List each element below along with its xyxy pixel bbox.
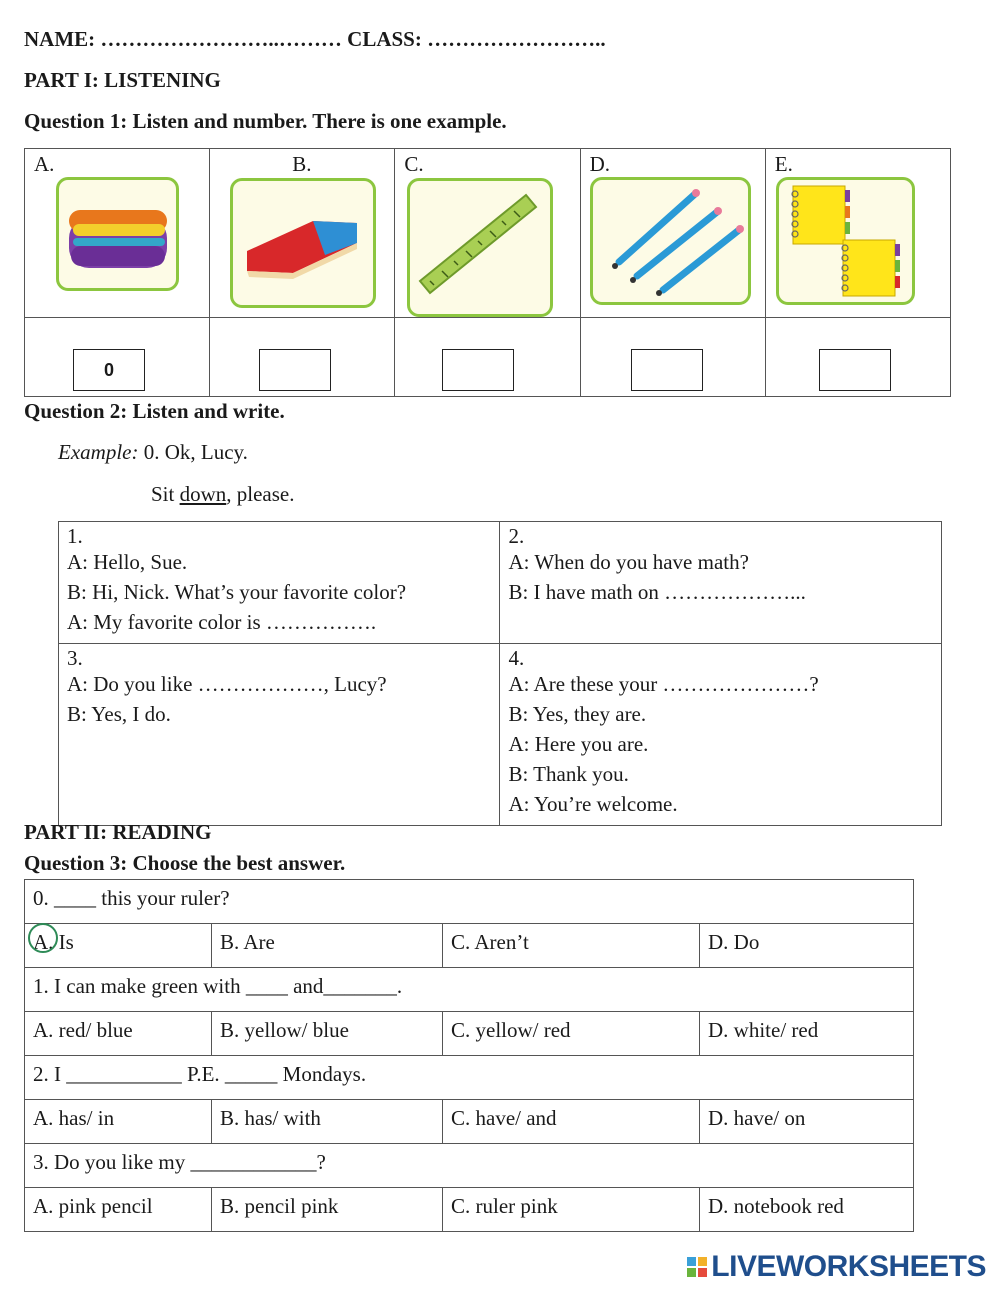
class-field[interactable]: CLASS: …………………….. — [347, 27, 606, 51]
ruler-icon — [410, 181, 550, 314]
answer-box-d[interactable] — [631, 349, 703, 391]
q1-answer-cell-c — [395, 318, 580, 397]
q3-option[interactable]: D. white/ red — [700, 1012, 914, 1056]
name-field[interactable]: NAME: ……………………..……… — [24, 27, 342, 51]
q1-cell-b — [210, 149, 395, 318]
q3-option[interactable]: C. ruler pink — [443, 1188, 700, 1232]
dialogue-line-blank[interactable]: A: Do you like ………………, Lucy? — [67, 672, 387, 696]
dialogue-line: B: Hi, Nick. What’s your favorite color? — [67, 580, 407, 604]
example-text2-post: , please. — [226, 482, 295, 506]
dialogue-cell-1 — [59, 522, 500, 644]
dialogue-line-blank[interactable]: A: My favorite color is ……………. — [67, 610, 377, 634]
q3-question-1: 1. I can make green with ____ and_______. — [25, 968, 914, 1012]
dialogue-line: A: Hello, Sue. — [67, 550, 188, 574]
q3-question-0: 0. ____ this your ruler? — [25, 880, 914, 924]
answer-box-b[interactable] — [259, 349, 331, 391]
dialogue-cell-4 — [500, 644, 942, 826]
q3-option[interactable]: C. Aren’t — [443, 924, 700, 968]
dialogue-cell-3 — [59, 644, 500, 826]
dialogue-line: B: Yes, I do. — [67, 702, 171, 726]
q3-option[interactable]: C. yellow/ red — [443, 1012, 700, 1056]
dialogue-line: A: Here you are. — [508, 732, 649, 756]
q1-answer-cell-d — [580, 318, 765, 397]
q1-letter-b: B. — [292, 152, 312, 176]
dialogue-number: 3. — [67, 646, 83, 670]
dialogue-line: B: Yes, they are. — [508, 702, 647, 726]
dialogue-line: A: When do you have math? — [508, 550, 749, 574]
eraser-icon — [233, 181, 373, 305]
q1-cell-c — [395, 149, 580, 318]
dialogue-number: 2. — [508, 524, 525, 548]
q3-option[interactable]: D. have/ on — [700, 1100, 914, 1144]
q1-letter-c: C. — [404, 152, 424, 176]
dialogue-cell-2 — [500, 522, 942, 644]
q1-answer-cell-a — [25, 318, 210, 397]
q3-option[interactable]: A. pink pencil — [25, 1188, 212, 1232]
q3-title: Question 3: Choose the best answer. — [24, 851, 346, 875]
q1-title: Question 1: Listen and number. There is one example. — [24, 109, 507, 133]
q1-cell-a — [25, 149, 210, 318]
dialogue-number: 4. — [508, 646, 525, 670]
q2-title: Question 2: Listen and write. — [24, 399, 285, 423]
q1-letter-e: E. — [774, 152, 793, 176]
pencils-icon — [593, 180, 748, 302]
q1-picture-table — [24, 148, 951, 397]
q3-choice-table — [24, 879, 914, 1232]
q3-option[interactable]: A. Is — [25, 924, 212, 968]
q3-option[interactable]: A. has/ in — [25, 1100, 212, 1144]
q3-option[interactable]: B. yellow/ blue — [212, 1012, 443, 1056]
q3-option[interactable]: B. pencil pink — [212, 1188, 443, 1232]
dialogue-number: 1. — [67, 524, 83, 548]
q3-question-2: 2. I ___________ P.E. _____ Mondays. — [25, 1056, 914, 1100]
q3-question-3: 3. Do you like my ____________? — [25, 1144, 914, 1188]
notebooks-picture — [776, 177, 915, 305]
name-class-line — [24, 27, 606, 52]
logo-text: LIVEWORKSHEETS — [711, 1250, 986, 1283]
q3-option[interactable]: A. red/ blue — [25, 1012, 212, 1056]
q2-example-line2 — [151, 482, 295, 507]
liveworksheets-logo — [687, 1250, 986, 1284]
q1-letter-a: A. — [34, 152, 55, 176]
q1-answer-cell-e — [765, 318, 950, 397]
dialogue-line-blank[interactable]: B: I have math on ………………... — [508, 580, 806, 604]
part2-heading: PART II: READING — [24, 820, 212, 844]
pencil-case-icon — [59, 180, 176, 288]
answer-box-c[interactable] — [442, 349, 514, 391]
example-text1: 0. Ok, Lucy. — [143, 440, 248, 464]
q1-answer-cell-b — [210, 318, 395, 397]
q3-option[interactable]: D. Do — [700, 924, 914, 968]
pencils-picture — [590, 177, 751, 305]
notebooks-icon — [779, 180, 912, 302]
eraser-picture — [230, 178, 376, 308]
example-answer-circle — [28, 923, 58, 953]
example-text2-pre: Sit — [151, 482, 180, 506]
dialogue-line-blank[interactable]: A: Are these your …………………? — [508, 672, 819, 696]
q3-option[interactable]: D. notebook red — [700, 1188, 914, 1232]
answer-box-a[interactable]: 0 — [73, 349, 145, 391]
q1-cell-d — [580, 149, 765, 318]
example-label: Example: — [58, 440, 139, 464]
part1-heading: PART I: LISTENING — [24, 68, 221, 92]
answer-box-e[interactable] — [819, 349, 891, 391]
logo-mark-icon — [687, 1257, 707, 1277]
dialogue-line: A: You’re welcome. — [508, 792, 678, 816]
q2-dialogue-table — [58, 521, 942, 826]
pencil-case-picture — [56, 177, 179, 291]
q3-option[interactable]: C. have/ and — [443, 1100, 700, 1144]
q1-cell-e — [765, 149, 950, 318]
q3-option[interactable]: B. Are — [212, 924, 443, 968]
example-answer-word: down — [179, 482, 227, 506]
q1-letter-d: D. — [589, 152, 610, 176]
q3-option[interactable]: B. has/ with — [212, 1100, 443, 1144]
ruler-picture — [407, 178, 553, 317]
q2-example-line1 — [58, 440, 248, 465]
dialogue-line: B: Thank you. — [508, 762, 629, 786]
